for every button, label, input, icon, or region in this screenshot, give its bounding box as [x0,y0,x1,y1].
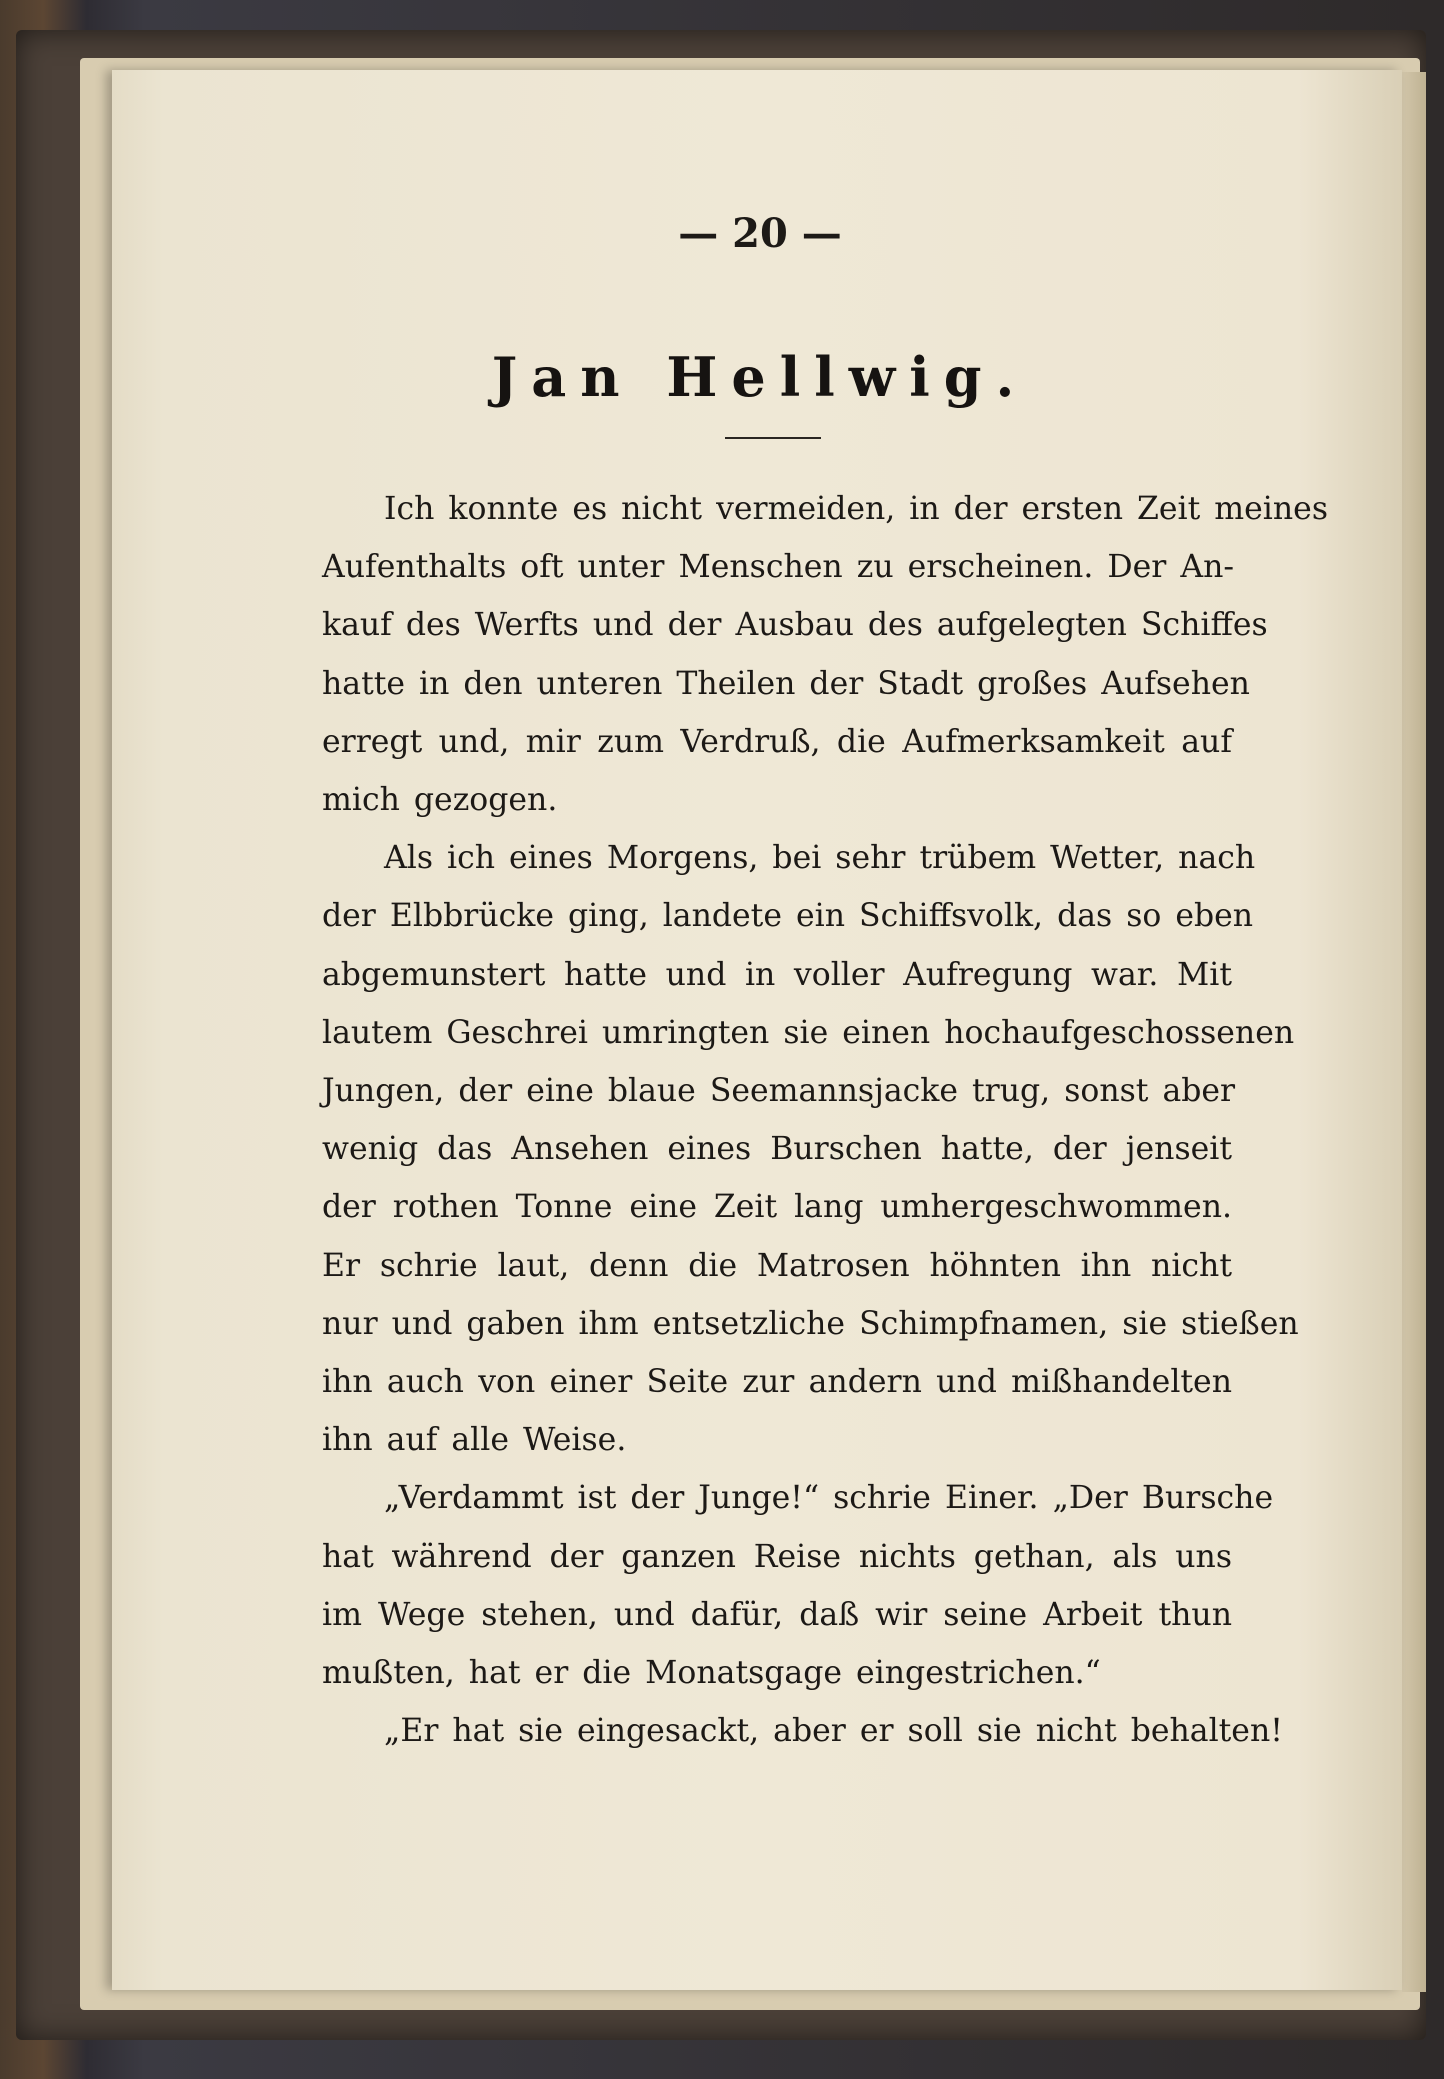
text-line: „Verdammt ist der Junge!“ schrie Einer. „Der Bursche [384,1480,1274,1517]
text-line: Er schrie laut, denn die Matrosen höhnten ihn nicht [322,1247,1232,1284]
text-line: Aufenthalts oft unter Menschen zu erscheinen. Der An- [322,549,1235,586]
text-line: mich gezogen. [322,782,558,819]
text-line: lautem Geschrei umringten sie einen hochaufgeschossenen [322,1014,1295,1051]
text-line: wenig das Ansehen eines Burschen hatte, der jenseit [322,1131,1232,1168]
text-line: nur und gaben ihm entsetzliche Schimpfnamen, sie stießen [322,1305,1299,1342]
text-line: im Wege stehen, und dafür, daß wir seine Arbeit thun [322,1596,1232,1633]
text-line: Jungen, der eine blaue Seemannsjacke trug, sonst aber [322,1073,1236,1110]
body-text [322,480,1328,1760]
chapter-title: Jan Hellwig. [491,345,1029,409]
text-line: der rothen Tonne eine Zeit lang umhergeschwommen. [322,1189,1232,1226]
text-line: ihn auf alle Weise. [322,1422,627,1459]
title-rule [725,437,821,439]
text-line: Ich konnte es nicht vermeiden, in der ersten Zeit meines [384,491,1328,527]
page-number: — 20 — [678,210,842,257]
text-line: kauf des Werfts und der Ausbau des aufgelegten Schiffes [322,607,1268,644]
text-line: ihn auch von einer Seite zur andern und mißhandelten [322,1364,1232,1401]
text-line: abgemunstert hatte und in voller Aufregung war. Mit [322,956,1232,993]
text-line: erregt und, mir zum Verdruß, die Aufmerksamkeit auf [322,723,1232,760]
text-line: „Er hat sie eingesackt, aber er soll sie nicht behalten! [384,1713,1283,1750]
text-line: Als ich eines Morgens, bei sehr trübem Wetter, nach [384,840,1256,877]
text-line: mußten, hat er die Monatsgage eingestrichen.“ [322,1655,1101,1692]
text-line: hat während der ganzen Reise nichts gethan, als uns [322,1538,1232,1575]
text-line: der Elbbrücke ging, landete ein Schiffsvolk, das so eben [322,898,1254,935]
text-line: hatte in den unteren Theilen der Stadt großes Aufsehen [322,665,1250,702]
